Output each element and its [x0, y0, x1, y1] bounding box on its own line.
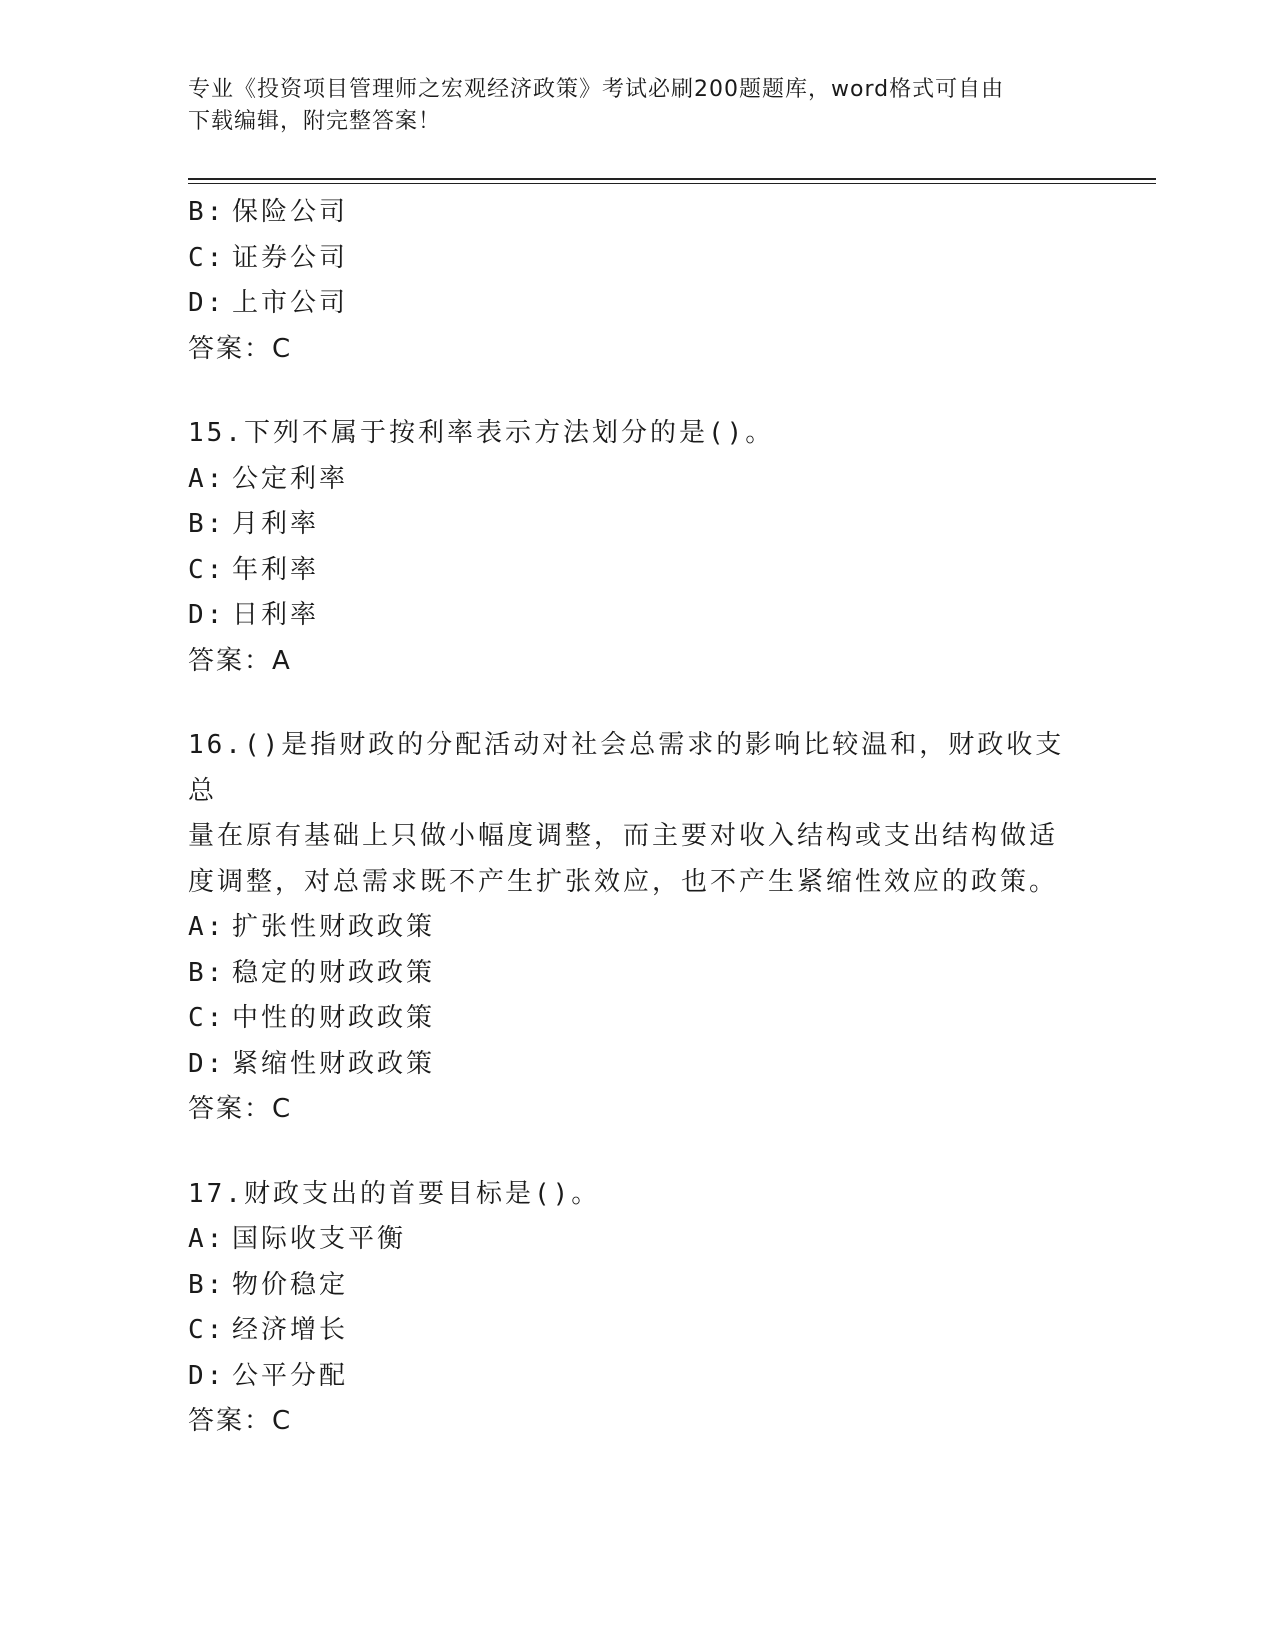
- answer-line: 答案：A: [188, 645, 292, 676]
- question-stem: [188, 1172, 1068, 1218]
- option-key: A:: [188, 463, 226, 494]
- option-key: A:: [188, 1224, 226, 1254]
- option-b: [188, 502, 1088, 548]
- option-key: C:: [188, 1315, 226, 1345]
- answer-line: 答案：C: [188, 1406, 293, 1436]
- option-d: [188, 281, 1088, 327]
- question-stem-line: 15.下列不属于按利率表示方法划分的是()。: [188, 418, 775, 448]
- option-d: [188, 1042, 1088, 1088]
- header-divider: [188, 178, 1156, 184]
- answer-line: 答案：C: [188, 1094, 293, 1124]
- option-key: D:: [188, 1360, 226, 1391]
- option-c: [188, 236, 1088, 282]
- question-stem: [188, 723, 1068, 905]
- option-key: C:: [188, 554, 226, 585]
- question-stem-line: 17.财政支出的首要目标是()。: [188, 1178, 601, 1209]
- question-block-16: [188, 723, 1088, 1133]
- question-stem-line: 16.()是指财政的分配活动对社会总需求的影响比较温和，财政收支总: [188, 730, 1065, 806]
- option-text: 证券公司: [232, 242, 349, 273]
- header-line-1: 专业《投资项目管理师之宏观经济政策》考试必刷200题题库，word格式可自由: [188, 77, 1005, 102]
- question-stem-line: 量在原有基础上只做小幅度调整，而主要对收入结构或支出结构做适: [188, 821, 1059, 851]
- option-key: C:: [188, 242, 226, 273]
- option-key: D:: [188, 600, 226, 630]
- option-d: [188, 1354, 1088, 1400]
- option-text: 国际收支平衡: [232, 1224, 407, 1254]
- option-text: 月利率: [232, 509, 320, 539]
- header-line-2: 下载编辑，附完整答案！: [188, 109, 442, 134]
- option-key: B:: [188, 197, 226, 227]
- option-key: B:: [188, 509, 226, 539]
- option-key: B:: [188, 957, 226, 988]
- option-b: [188, 1263, 1088, 1309]
- question-block-17: [188, 1172, 1088, 1445]
- option-a: [188, 457, 1088, 503]
- option-text: 经济增长: [232, 1315, 349, 1345]
- option-key: C:: [188, 1003, 226, 1033]
- option-d: [188, 593, 1088, 639]
- option-text: 扩张性财政政策: [232, 912, 436, 942]
- option-text: 稳定的财政政策: [232, 957, 436, 988]
- option-text: 公定利率: [232, 463, 349, 494]
- option-text: 公平分配: [232, 1360, 349, 1391]
- question-block-15: [188, 411, 1088, 684]
- option-b: [188, 190, 1088, 236]
- option-c: [188, 1308, 1088, 1354]
- option-b: [188, 951, 1088, 997]
- question-block-partial: [188, 190, 1088, 372]
- option-c: [188, 996, 1088, 1042]
- option-text: 保险公司: [232, 197, 349, 227]
- answer-line: 答案：C: [188, 333, 293, 364]
- option-text: 日利率: [232, 600, 320, 630]
- option-key: D:: [188, 288, 226, 318]
- option-text: 中性的财政政策: [232, 1003, 436, 1033]
- option-a: [188, 905, 1088, 951]
- option-a: [188, 1217, 1088, 1263]
- option-text: 上市公司: [232, 288, 349, 318]
- option-key: D:: [188, 1048, 226, 1079]
- option-key: B:: [188, 1269, 226, 1300]
- question-stem: [188, 411, 1068, 457]
- option-text: 物价稳定: [232, 1269, 349, 1300]
- document-body: [188, 190, 1088, 1445]
- option-text: 年利率: [232, 554, 320, 585]
- option-text: 紧缩性财政政策: [232, 1048, 436, 1079]
- question-stem-line: 度调整，对总需求既不产生扩张效应，也不产生紧缩性效应的政策。: [188, 866, 1059, 897]
- option-key: A:: [188, 912, 226, 942]
- option-c: [188, 548, 1088, 594]
- page-header: [188, 74, 1068, 138]
